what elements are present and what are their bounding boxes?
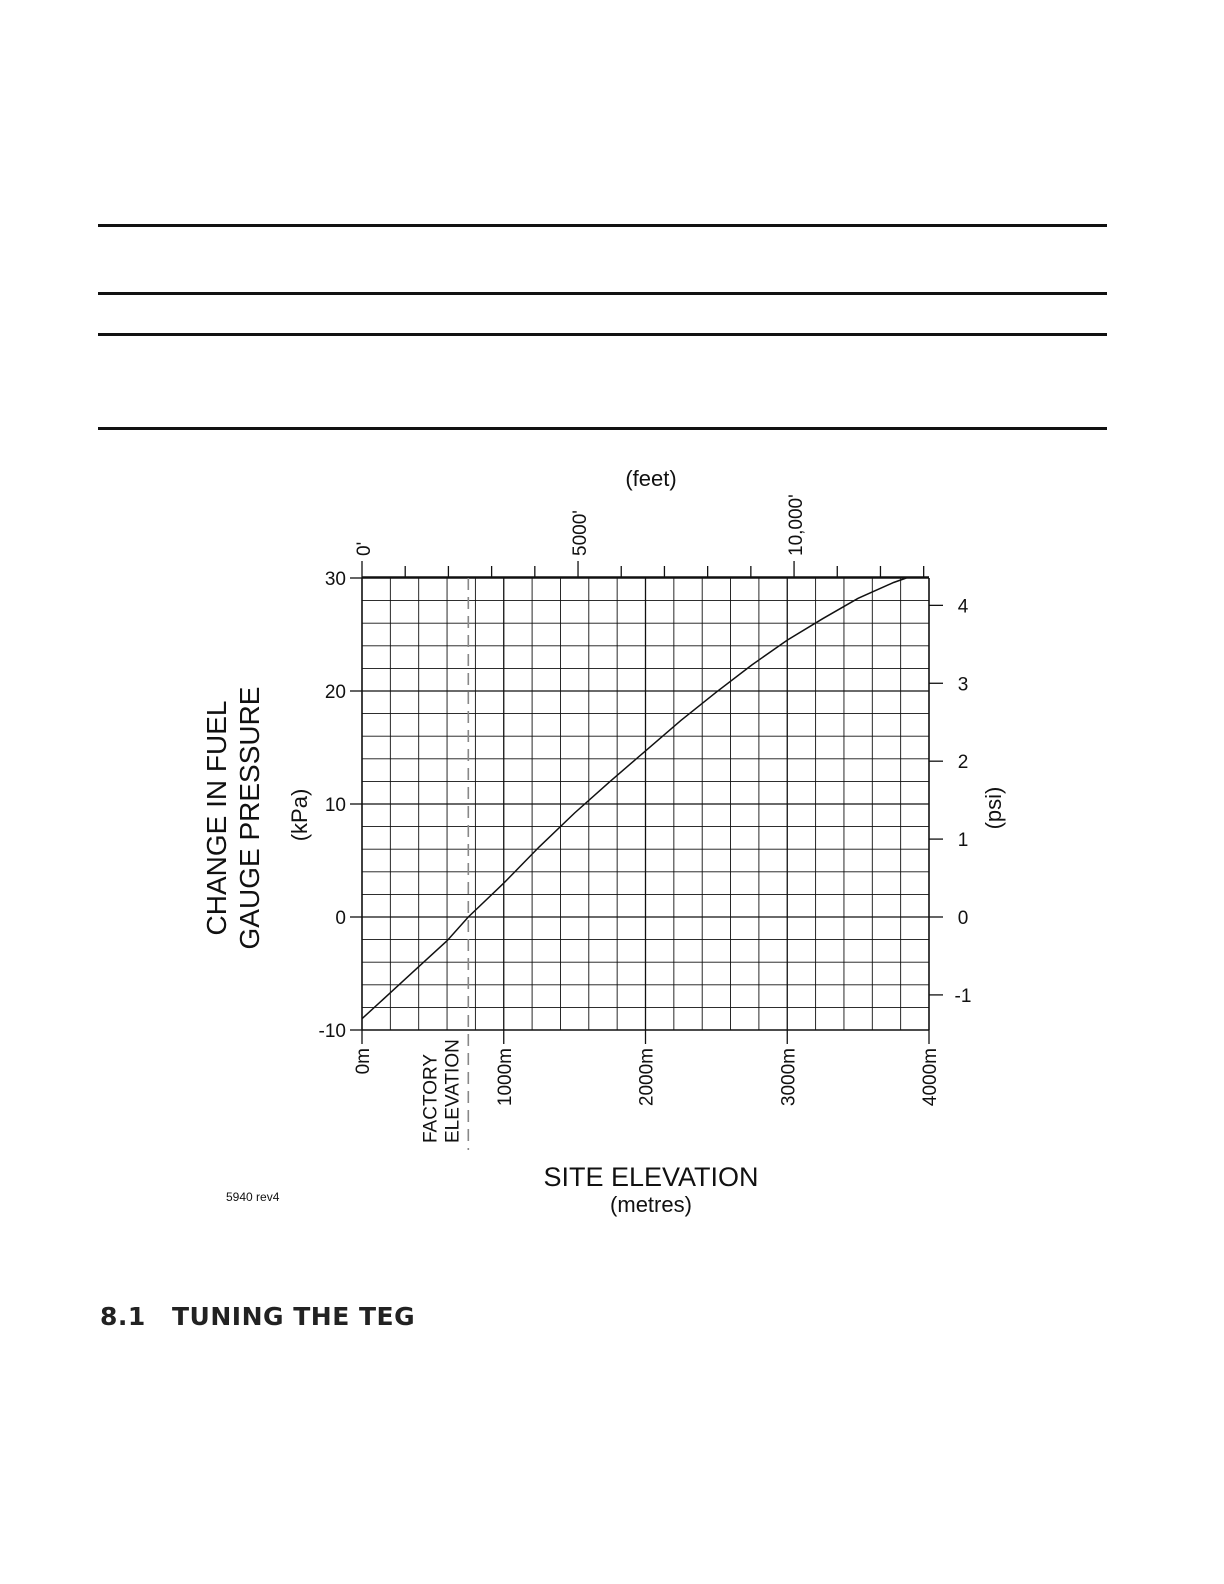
x-tick-label: 3000m — [778, 1048, 800, 1107]
factory-elevation-label: FACTORY — [420, 1053, 442, 1143]
factory-elevation-marker — [420, 578, 468, 1150]
x-tick-label: 1000m — [494, 1048, 516, 1107]
psi-tick-label: 3 — [957, 674, 969, 696]
y-tick-label: -10 — [318, 1021, 346, 1042]
y-tick-label: 10 — [324, 795, 346, 816]
x-axis-unit: (metres) — [610, 1192, 692, 1217]
psi-tick-label: 4 — [957, 596, 969, 618]
y-axis-title-line-2: GAUGE PRESSURE — [234, 686, 265, 950]
chart-ref-code: 5940 rev4 — [226, 1190, 280, 1204]
y-tick-label: 20 — [324, 682, 346, 703]
y-tick-label: 30 — [324, 569, 346, 590]
feet-tick-label: 10,000' — [786, 494, 808, 556]
section-number: 8.1 — [100, 1302, 146, 1331]
x-top-label: (feet) — [625, 466, 677, 491]
psi-axis — [929, 605, 943, 995]
x-tick-label: 0m — [353, 1048, 374, 1075]
x-tick-label: 4000m — [920, 1048, 941, 1107]
feet-axis — [362, 561, 929, 578]
psi-tick-label: 1 — [957, 830, 969, 852]
y2-axis-title: (psi) — [981, 786, 1006, 830]
y-tick-label: 0 — [335, 908, 346, 929]
y-axis-unit: (kPa) — [287, 788, 312, 842]
x-tick-label: 2000m — [636, 1048, 658, 1107]
psi-tick-label: 0 — [957, 908, 969, 929]
psi-tick-label: 2 — [957, 752, 969, 774]
y-axis-title-line-1: CHANGE IN FUEL — [201, 700, 232, 936]
chart-grid — [350, 578, 929, 1044]
factory-elevation-label: ELEVATION — [442, 1039, 464, 1143]
section-heading — [100, 1302, 415, 1331]
x-axis-title: SITE ELEVATION — [543, 1162, 759, 1192]
psi-tick-label: -1 — [954, 985, 972, 1007]
pressure-curve — [362, 578, 906, 1019]
section-title: TUNING THE TEG — [172, 1302, 416, 1331]
feet-tick-label: 5000' — [570, 510, 592, 556]
feet-tick-label: 0' — [354, 541, 375, 556]
